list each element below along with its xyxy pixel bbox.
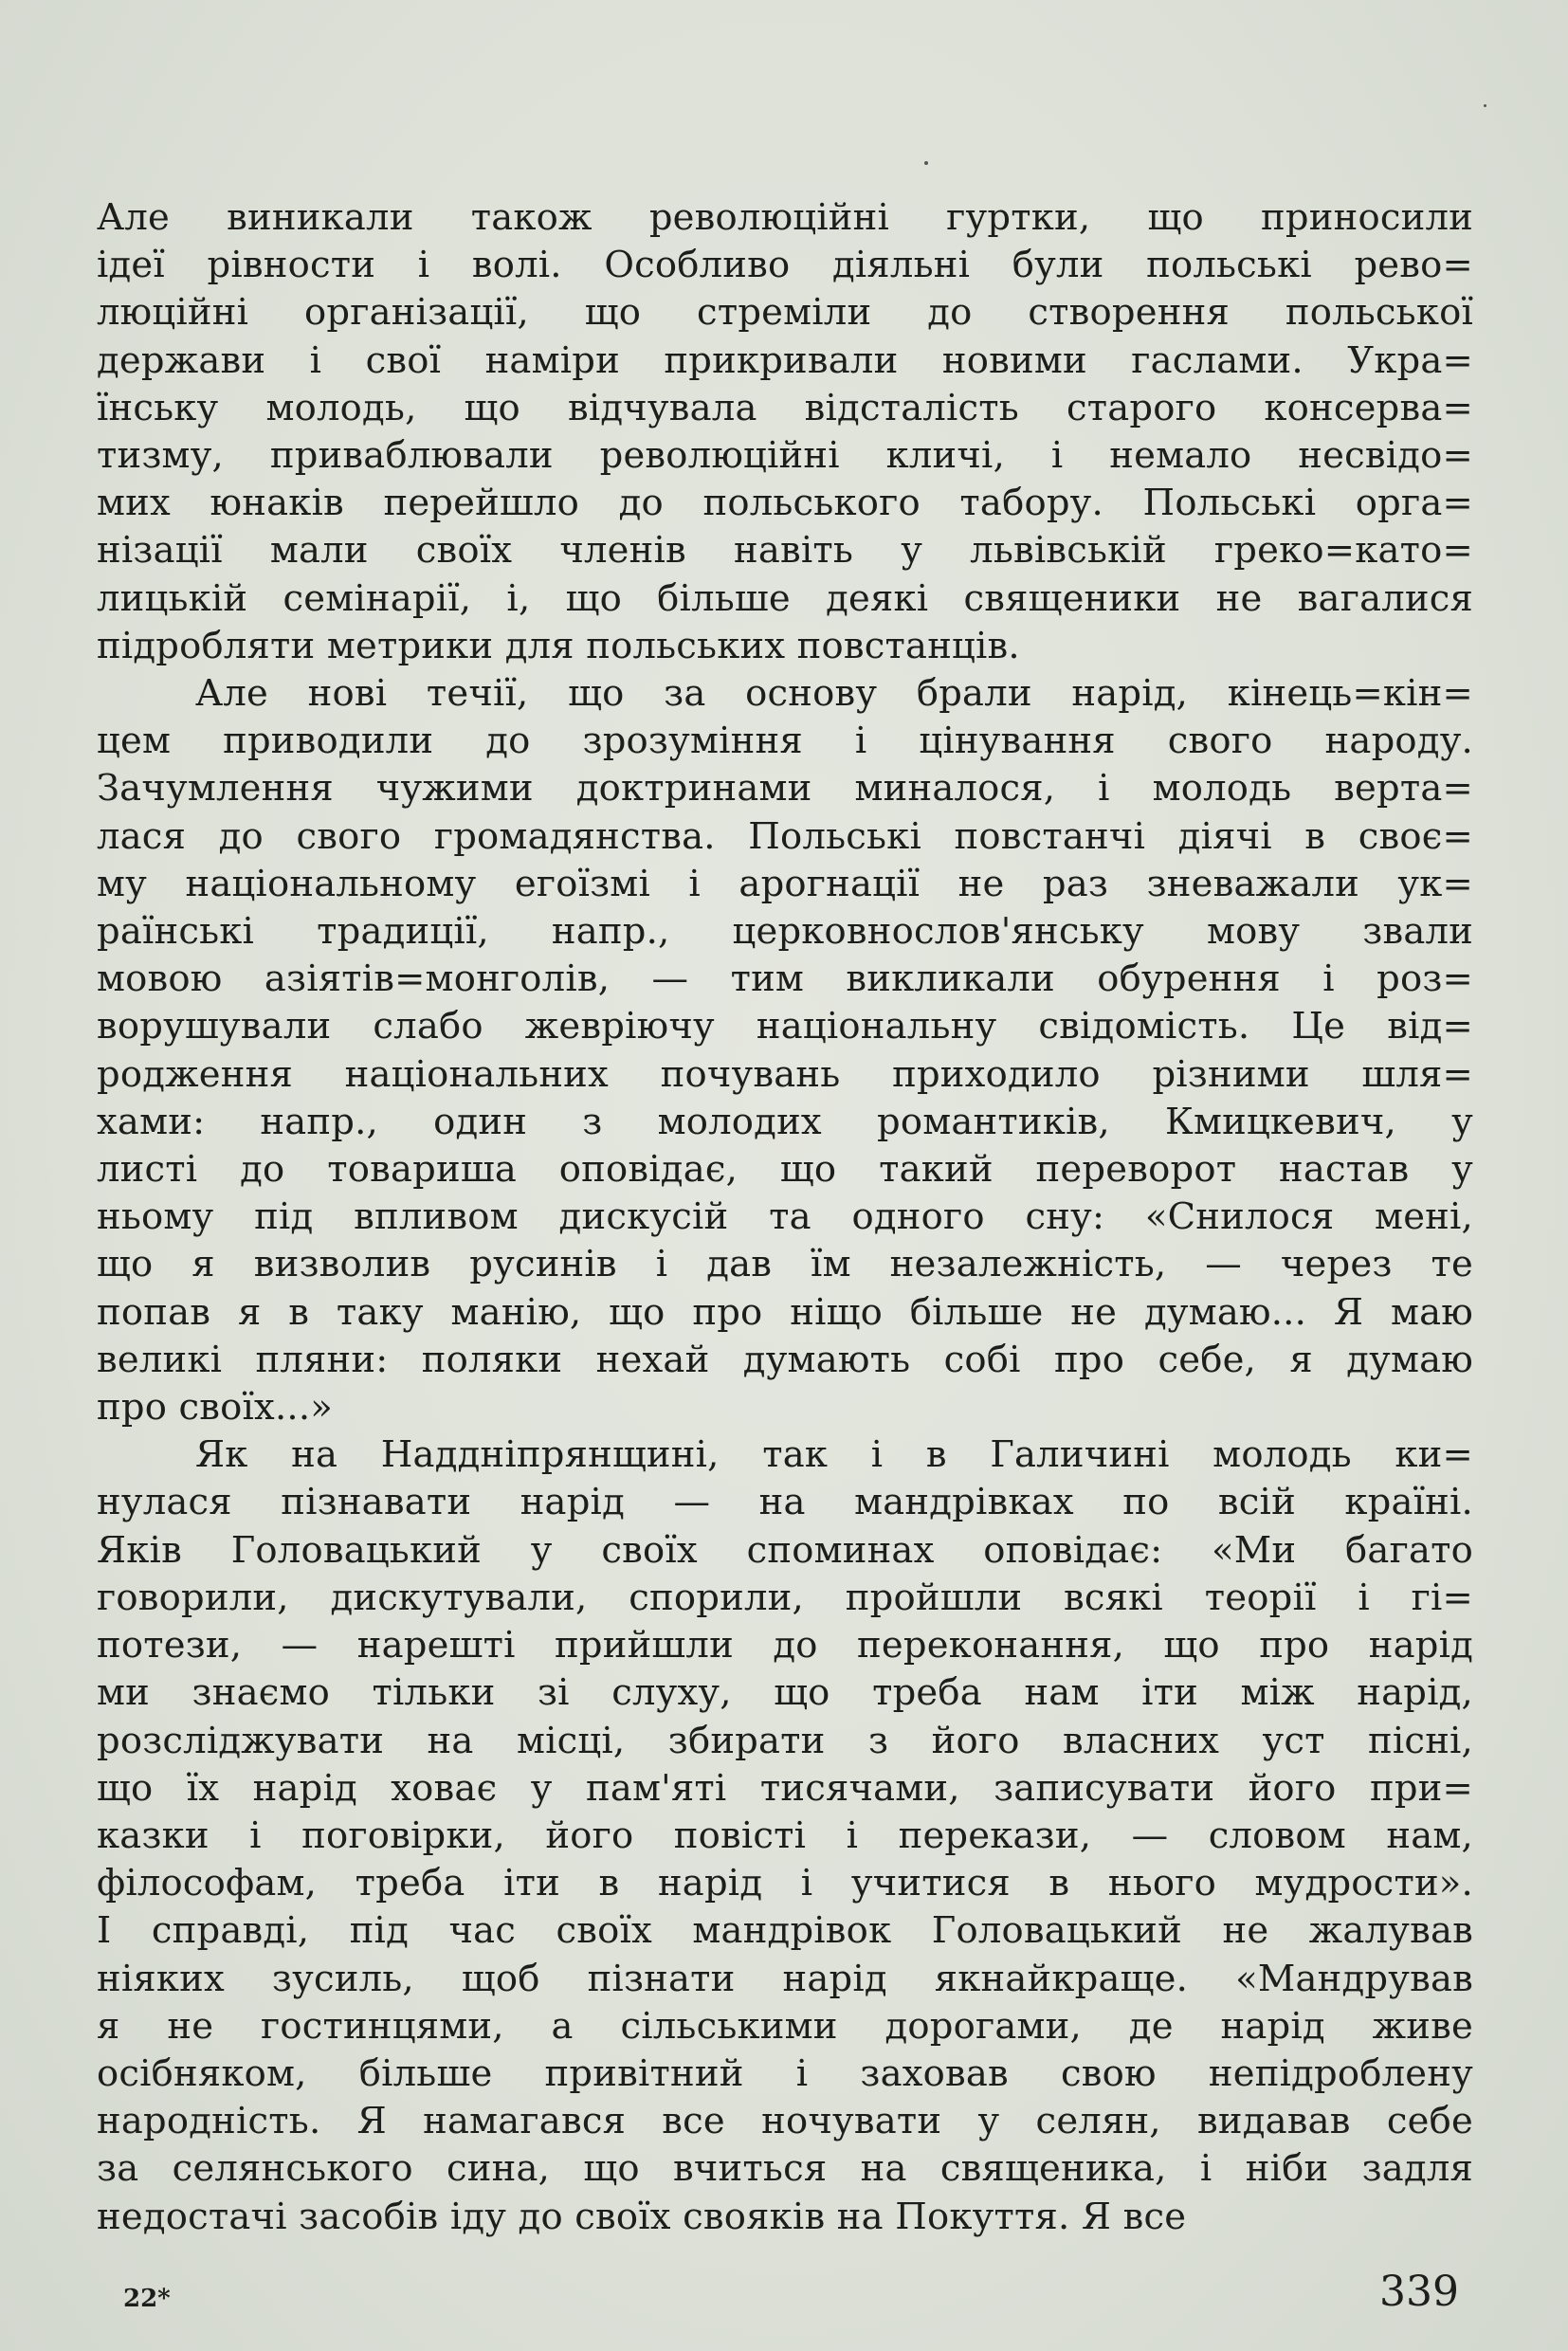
text-line [97, 1622, 1473, 1669]
paragraph [97, 1431, 1473, 2240]
line-text: нулася пізнавати нарід — на мандрівках по всій країні. [97, 1481, 1473, 1524]
line-text: підробляти метрики для польських повстанців. [97, 624, 1020, 667]
line-text: осібняком, більше привітний і заховав свою непідроблену [97, 2051, 1473, 2095]
line-text: лася до свого громадянства. Польські повстанчі діячі в своє= [97, 814, 1473, 858]
line-text: я не гостинцями, а сільськими дорогами, де нарід живе [97, 2004, 1473, 2048]
line-text: цем приводили до зрозуміння і цінування свого народу. [97, 720, 1473, 763]
text-line [97, 432, 1473, 480]
line-text: казки і поговірки, його повісті і перекази, — словом нам, [97, 1813, 1473, 1857]
text-line [97, 1146, 1473, 1194]
line-text: листі до товариша оповідає, що такий переворот настав у [97, 1148, 1473, 1192]
text-line [97, 527, 1473, 574]
line-text: лицькій семінарії, і, що більше деякі священики не вагалися [97, 576, 1473, 620]
body-text [97, 194, 1473, 2241]
text-line [97, 1099, 1473, 1146]
text-line [97, 956, 1473, 1003]
text-line [97, 385, 1473, 432]
line-text: тизму, приваблювали революційні кличі, і немало несвідо= [97, 434, 1473, 478]
print-speck [1484, 104, 1486, 107]
line-text: ми знаємо тільки зі слуху, що треба нам іти між нарід, [97, 1671, 1473, 1715]
line-text: І справді, під час своїх мандрівок Головацький не жалував [97, 1909, 1473, 1953]
line-text: про своїх...» [97, 1386, 334, 1430]
line-text: хами: напр., один з молодих романтиків, Кмицкевич, у [97, 1100, 1473, 1143]
print-speck [924, 161, 928, 165]
line-text: му національному егоїзмі і арогнації не раз зневажали ук= [97, 862, 1473, 905]
line-text: великі пляни: поляки нехай думають собі про себе, я думаю [97, 1338, 1473, 1381]
line-text: Зачумлення чужими доктринами миналося, і молодь верта= [97, 767, 1473, 811]
text-line [97, 1813, 1473, 1860]
line-text: ніяких зусиль, щоб пізнати нарід якнайкраще. «Мандрував [97, 1957, 1473, 2000]
text-line [97, 1907, 1473, 1955]
line-text: за селянського сина, що вчиться на священика, і ніби задля [97, 2147, 1473, 2191]
text-line [97, 765, 1473, 812]
line-text: мих юнаків перейшло до польського табору. Польські орга= [97, 482, 1473, 525]
text-line [97, 289, 1473, 337]
text-line [97, 2145, 1473, 2193]
page-number: 339 [1379, 2268, 1459, 2316]
text-line [97, 575, 1473, 623]
line-text: раїнські традиції, напр., церковнослов'янську мову звали [97, 910, 1473, 954]
text-line [97, 2050, 1473, 2098]
text-line [97, 1765, 1473, 1813]
text-line [97, 908, 1473, 956]
text-line [97, 1289, 1473, 1337]
line-text: мовою азіятів=монголів, — тим викликали обурення і роз= [97, 957, 1473, 1001]
text-line [97, 1479, 1473, 1526]
line-text: говорили, дискутували, спорили, пройшли всякі теорії і гі= [97, 1576, 1473, 1619]
line-text: філософам, треба іти в нарід і учитися в нього мудрости». [97, 1862, 1473, 1905]
text-line [97, 1527, 1473, 1575]
text-line [97, 2098, 1473, 2145]
line-text: Як на Наддніпрянщині, так і в Галичині молодь ки= [195, 1433, 1473, 1477]
text-line [97, 337, 1473, 385]
text-line [97, 1003, 1473, 1050]
line-text: їнську молодь, що відчувала відсталість старого консерва= [97, 386, 1473, 429]
text-line [97, 670, 1473, 718]
line-text: родження національних почувань приходило різними шля= [97, 1052, 1473, 1096]
line-text: Яків Головацький у своїх споминах оповідає: «Ми багато [97, 1528, 1473, 1572]
line-text: що я визволив русинів і дав їм незалежність, — через те [97, 1243, 1473, 1286]
text-line [97, 2194, 1473, 2241]
text-line [97, 2003, 1473, 2050]
text-line [97, 1669, 1473, 1717]
line-text: держави і свої наміри прикривали новими гаслами. Укра= [97, 338, 1473, 382]
line-text: недостачі засобів іду до своїх свояків на Покуття. Я все [97, 2195, 1187, 2238]
paragraph [97, 670, 1473, 1431]
line-text: розсліджувати на місці, збирати з його власних уст пісні, [97, 1719, 1473, 1762]
text-line [97, 242, 1473, 289]
line-text: Але виникали також революційні гуртки, що приносили [97, 196, 1473, 239]
paragraph [97, 194, 1473, 670]
line-text: що їх нарід ховає у пам'яті тисячами, записувати його при= [97, 1766, 1473, 1810]
text-line [97, 718, 1473, 765]
text-line [97, 1241, 1473, 1288]
text-line [97, 480, 1473, 527]
line-text: Але нові течії, що за основу брали нарід, кінець=кін= [195, 672, 1473, 716]
text-line [97, 861, 1473, 908]
text-line [97, 623, 1473, 670]
line-text: ворушували слабо жевріючу національну свідомість. Це від= [97, 1005, 1473, 1048]
text-line [97, 1956, 1473, 2003]
text-line [97, 1575, 1473, 1622]
text-line [97, 1194, 1473, 1241]
line-text: ідеї рівности і волі. Особливо діяльні були польські рево= [97, 244, 1473, 287]
text-line [97, 1718, 1473, 1765]
line-text: нізації мали своїх членів навіть у львівській греко=като= [97, 529, 1473, 573]
signature-mark: 22* [123, 2285, 171, 2313]
line-text: потези, — нарешті прийшли до переконання, що про нарід [97, 1624, 1473, 1668]
line-text: попав я в таку манію, що про ніщо більше не думаю... Я маю [97, 1290, 1473, 1334]
line-text: ньому під впливом дискусій та одного сну: «Снилося мені, [97, 1195, 1473, 1239]
text-line [97, 1384, 1473, 1431]
text-line [97, 194, 1473, 242]
text-line [97, 1860, 1473, 1907]
text-line [97, 1431, 1473, 1479]
text-line [97, 813, 1473, 861]
line-text: люційні організації, що стреміли до створення польської [97, 291, 1473, 335]
line-text: народність. Я намагався все ночувати у селян, видавав себе [97, 2100, 1473, 2143]
text-line [97, 1337, 1473, 1384]
text-line [97, 1051, 1473, 1099]
